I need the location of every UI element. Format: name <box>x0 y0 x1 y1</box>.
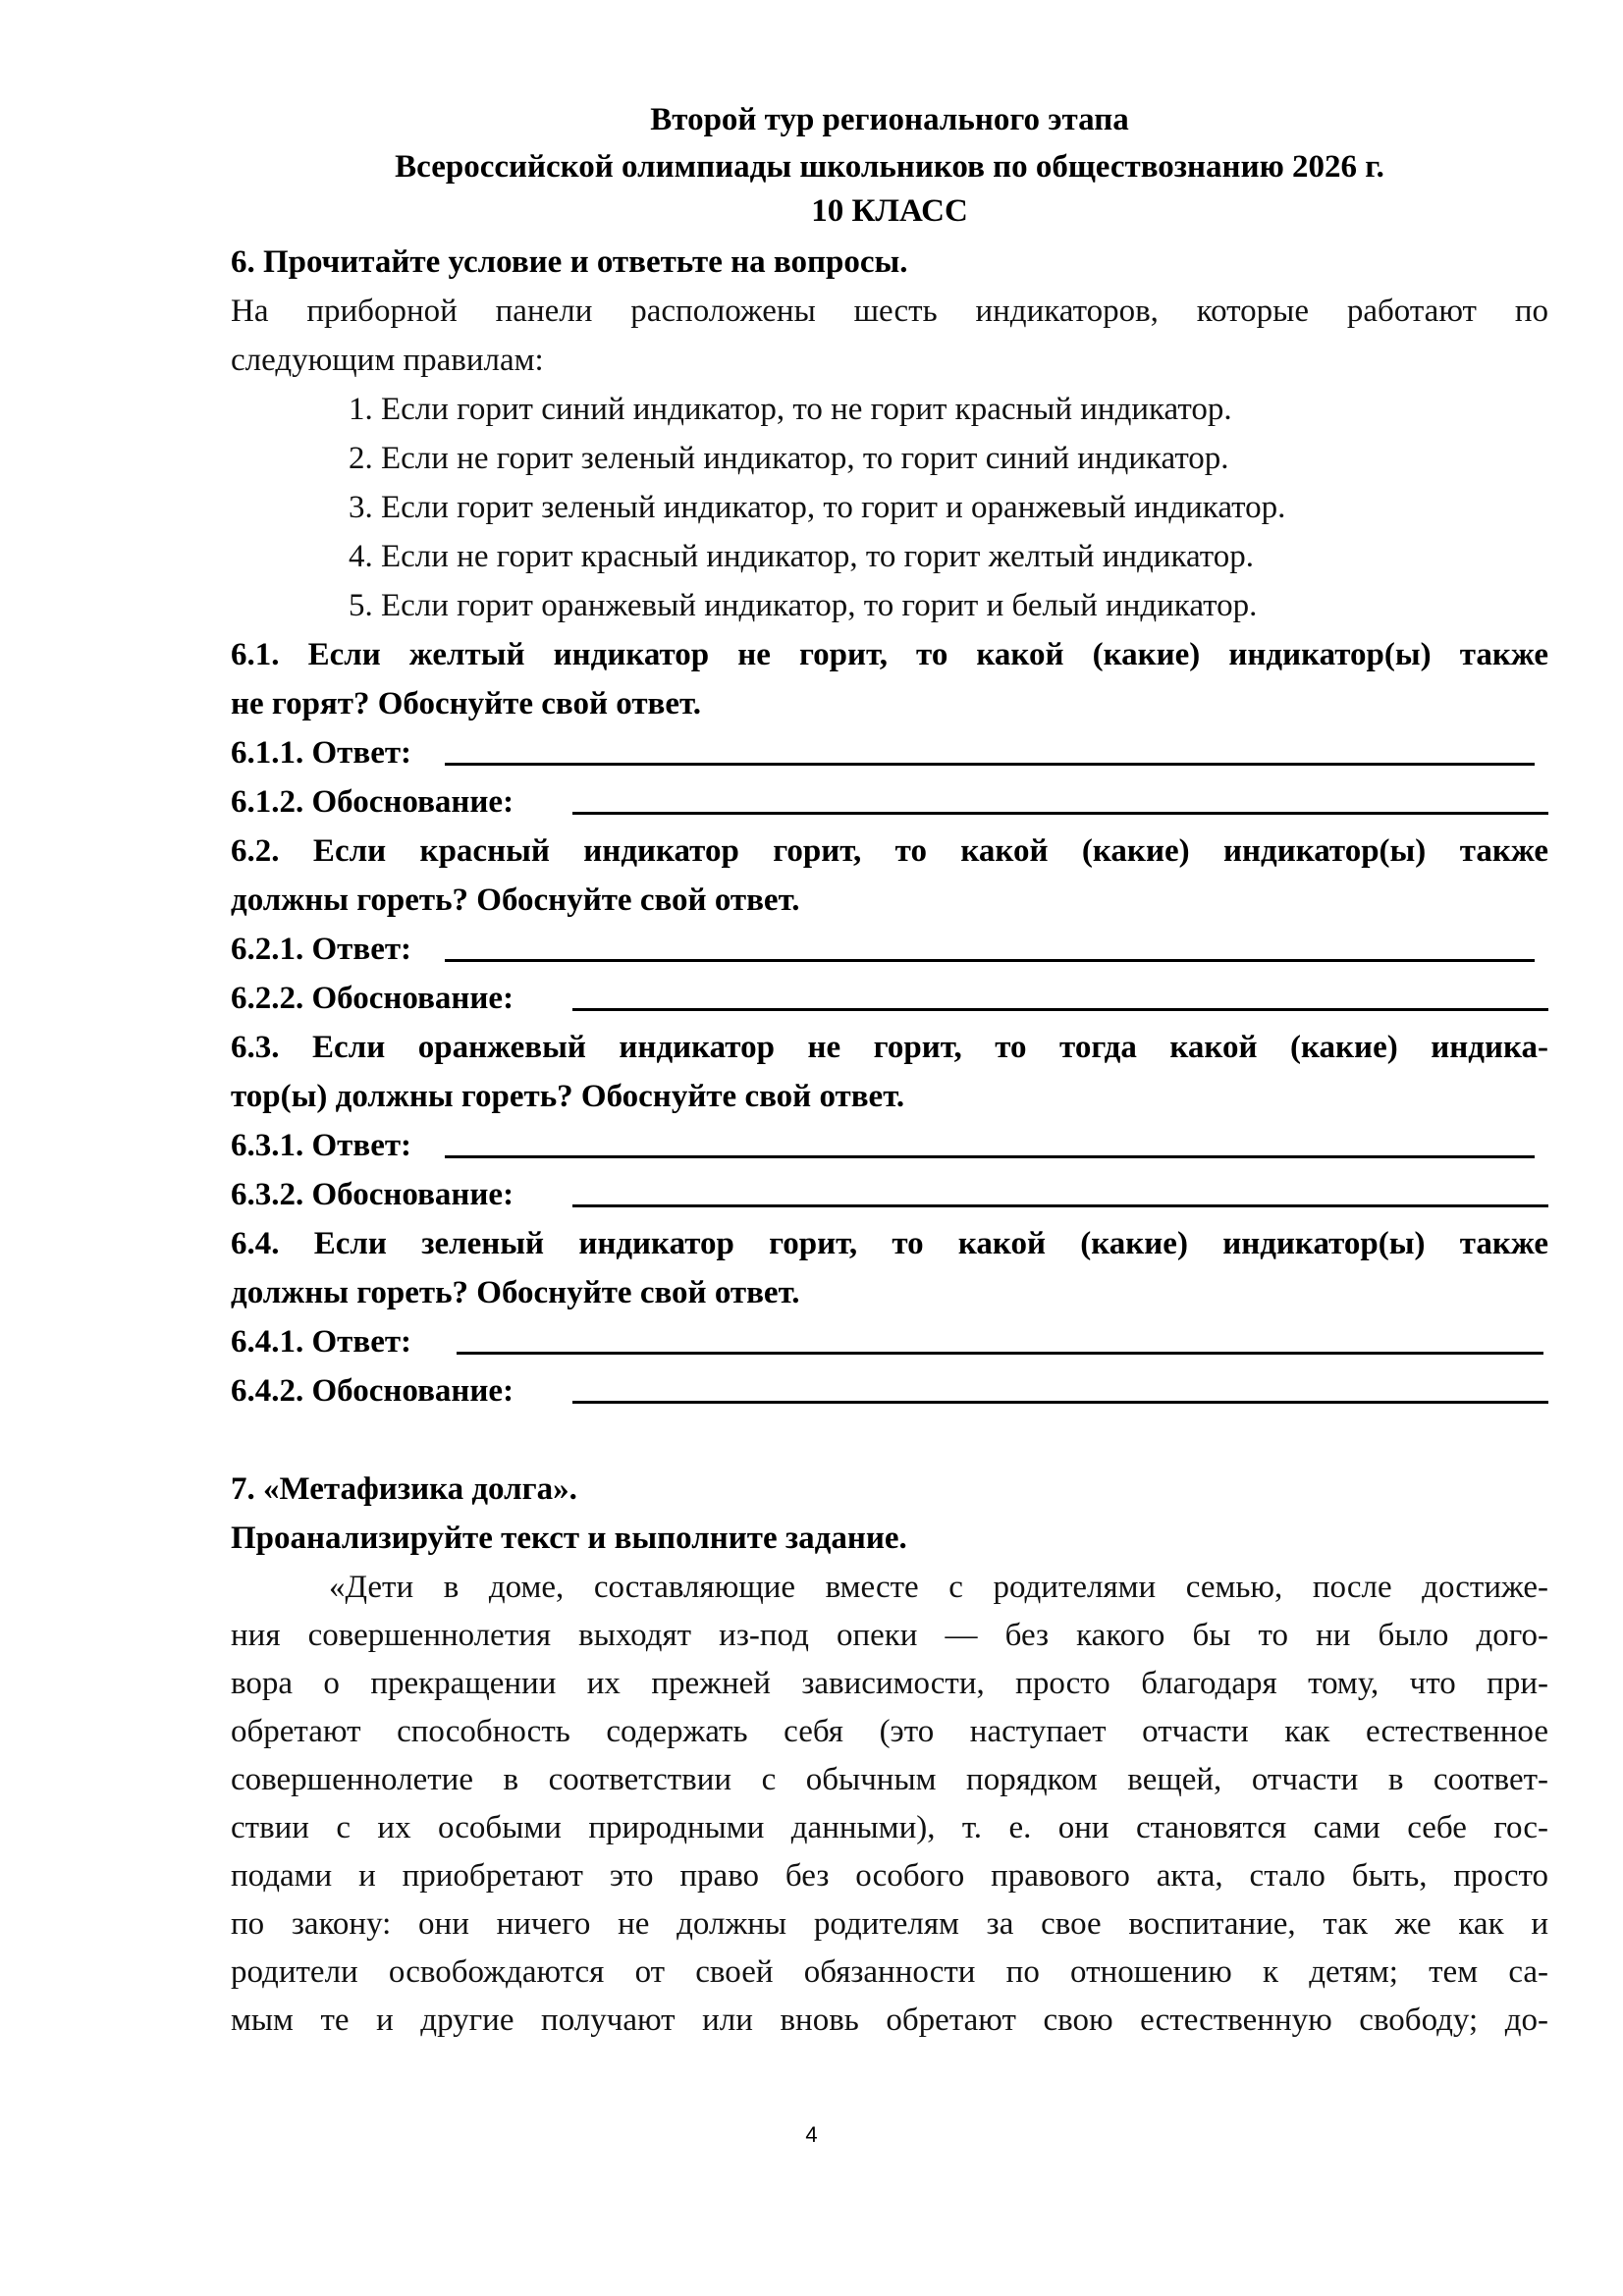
doc-title-grade: 10 КЛАСС <box>811 193 968 229</box>
answer-input-6-2-1[interactable] <box>445 959 1535 962</box>
question-6-3-line2: тор(ы) должны гореть? Обоснуйте свой ответ. <box>231 1079 905 1114</box>
answer-label: 6.2.1. Ответ: <box>231 932 412 967</box>
question-6-4-line1: 6.4. Если зеленый индикатор горит, то какой (какие) индикатор(ы) также <box>231 1226 1548 1261</box>
answer-input-6-4-1[interactable] <box>457 1352 1543 1355</box>
rule-item: 1. Если горит синий индикатор, то не горит красный индикатор. <box>349 392 1232 427</box>
doc-title-line2: Всероссийской олимпиады школьников по обществознанию 2026 г. <box>395 149 1384 185</box>
answer-row-6-1-2 <box>231 777 514 827</box>
answer-row-6-1-1 <box>231 728 411 777</box>
quote-line: ствии с их особыми природными данными), т. е. они становятся сами себе гос- <box>231 1810 1548 1845</box>
answer-row-6-4-1 <box>231 1317 411 1366</box>
rule-item: 5. Если горит оранжевый индикатор, то горит и белый индикатор. <box>349 588 1258 623</box>
task6-heading: 6. Прочитайте условие и ответьте на вопросы. <box>231 244 908 280</box>
answer-row-6-2-1 <box>231 925 411 974</box>
answer-row-6-4-2 <box>231 1366 514 1415</box>
quote-line: совершеннолетие в соответствии с обычным порядком вещей, отчасти в соответ- <box>231 1762 1548 1797</box>
reason-input-6-3-2[interactable] <box>572 1204 1548 1207</box>
task7-heading: 7. «Метафизика долга». <box>231 1471 577 1507</box>
reason-label: 6.4.2. Обоснование: <box>231 1373 514 1409</box>
answer-row-6-3-2 <box>231 1170 514 1219</box>
answer-label: 6.3.1. Ответ: <box>231 1128 412 1163</box>
reason-label: 6.1.2. Обоснование: <box>231 784 514 820</box>
task7-instruction: Проанализируйте текст и выполните задание. <box>231 1521 907 1556</box>
quote-line: «Дети в доме, составляющие вместе с родителями семью, после достиже- <box>329 1570 1548 1605</box>
reason-input-6-1-2[interactable] <box>572 812 1548 815</box>
reason-label: 6.2.2. Обоснование: <box>231 981 514 1016</box>
quote-line: подами и приобретают это право без особого правового акта, стало быть, просто <box>231 1858 1548 1894</box>
answer-row-6-2-2 <box>231 974 514 1023</box>
answer-row-6-3-1 <box>231 1121 411 1170</box>
doc-title-line1: Второй тур регионального этапа <box>650 102 1129 137</box>
question-6-2-line2: должны гореть? Обоснуйте свой ответ. <box>231 882 800 918</box>
rule-item: 3. Если горит зеленый индикатор, то горит и оранжевый индикатор. <box>349 490 1286 525</box>
question-6-1-line1: 6.1. Если желтый индикатор не горит, то какой (какие) индикатор(ы) также <box>231 637 1548 672</box>
quote-line: родители освобождаются от своей обязанности по отношению к детям; тем са- <box>231 1954 1548 1990</box>
question-6-1-line2: не горят? Обоснуйте свой ответ. <box>231 686 701 721</box>
quote-line: мым те и другие получают или вновь обретают свою естественную свободу; до- <box>231 2002 1548 2038</box>
page-number: 4 <box>805 2122 818 2147</box>
answer-input-6-3-1[interactable] <box>445 1155 1535 1158</box>
rule-item: 2. Если не горит зеленый индикатор, то горит синий индикатор. <box>349 441 1229 476</box>
task6-intro-line2: следующим правилам: <box>231 343 544 378</box>
answer-input-6-1-1[interactable] <box>445 763 1535 766</box>
question-6-3-line1: 6.3. Если оранжевый индикатор не горит, то тогда какой (какие) индика- <box>231 1030 1548 1065</box>
task6-intro-line1: На приборной панели расположены шесть индикаторов, которые работают по <box>231 294 1548 329</box>
reason-input-6-4-2[interactable] <box>572 1401 1548 1404</box>
question-6-2-line1: 6.2. Если красный индикатор горит, то какой (какие) индикатор(ы) также <box>231 833 1548 869</box>
rule-item: 4. Если не горит красный индикатор, то горит желтый индикатор. <box>349 539 1255 574</box>
quote-line: по закону: они ничего не должны родителям за свое воспитание, так же как и <box>231 1906 1548 1942</box>
quote-line: ния совершеннолетия выходят из-под опеки — без какого бы то ни было дого- <box>231 1618 1548 1653</box>
quote-line: вора о прекращении их прежней зависимости, просто благодаря тому, что при- <box>231 1666 1548 1701</box>
reason-label: 6.3.2. Обоснование: <box>231 1177 514 1212</box>
question-6-4-line2: должны гореть? Обоснуйте свой ответ. <box>231 1275 800 1310</box>
answer-label: 6.4.1. Ответ: <box>231 1324 412 1360</box>
reason-input-6-2-2[interactable] <box>572 1008 1548 1011</box>
answer-label: 6.1.1. Ответ: <box>231 735 412 771</box>
quote-line: обретают способность содержать себя (это наступает отчасти как естественное <box>231 1714 1548 1749</box>
